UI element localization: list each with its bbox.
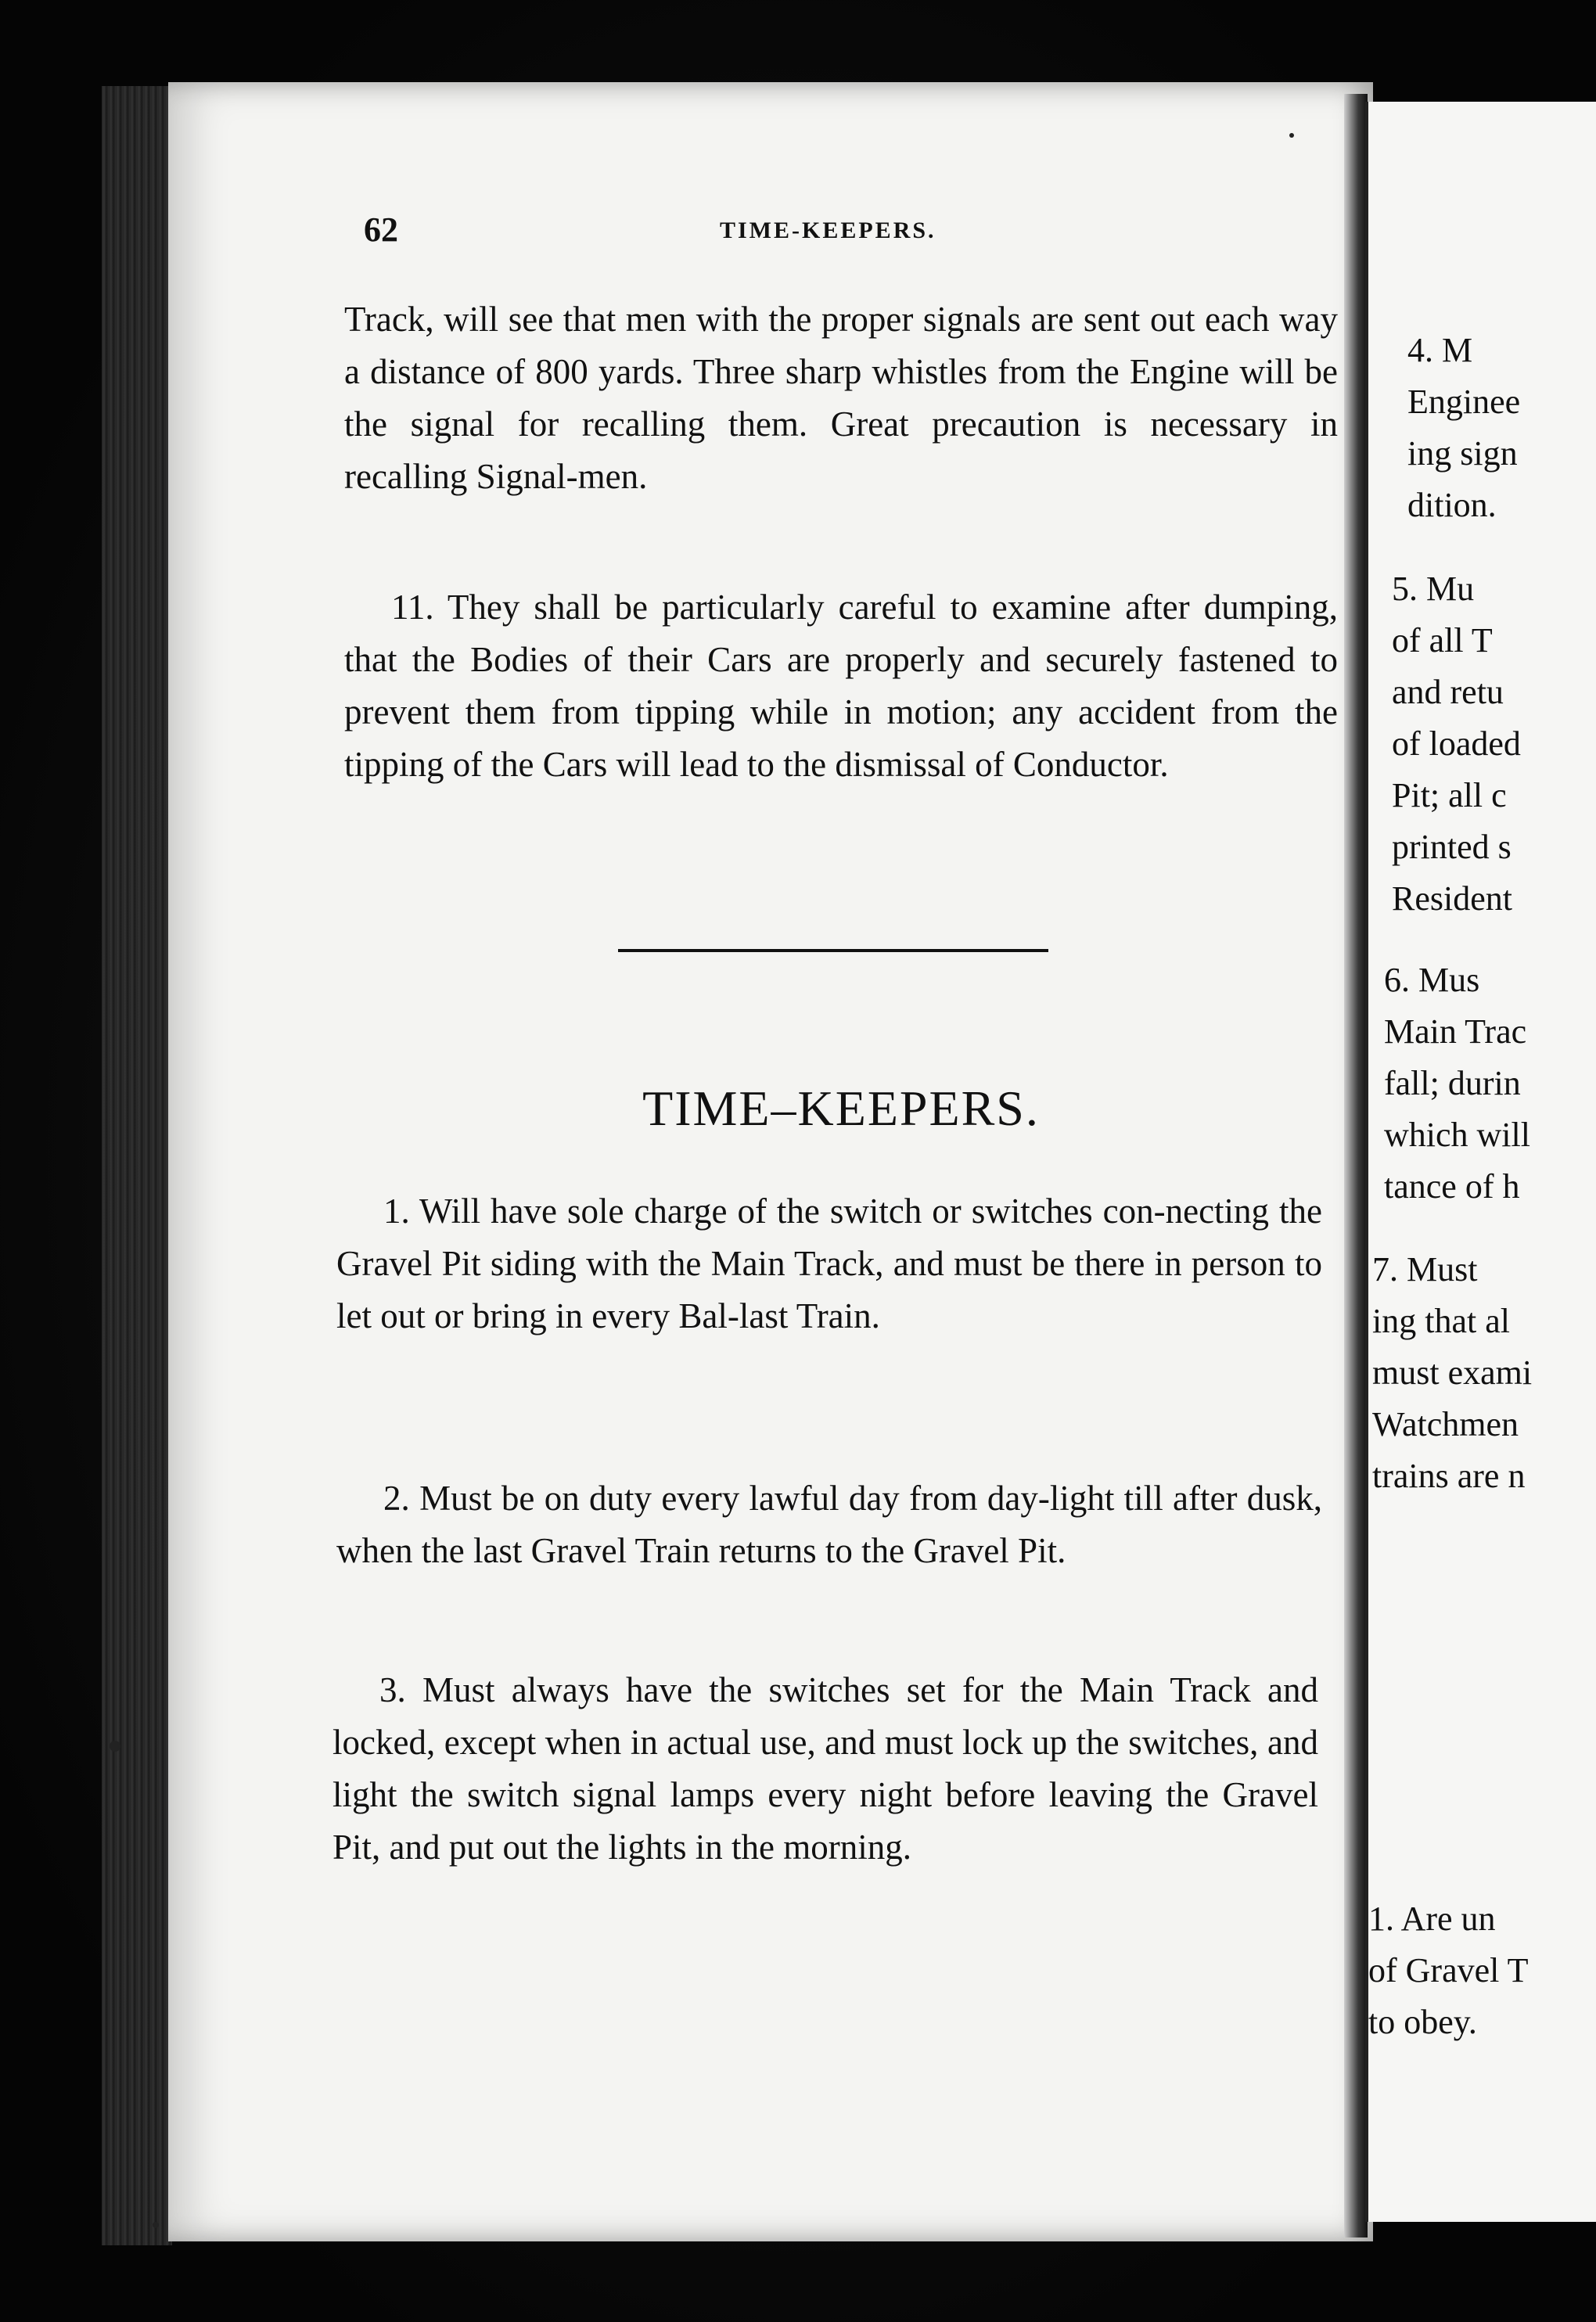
right-line: Main Trac (1384, 1012, 1527, 1051)
right-line: of Gravel T (1368, 1951, 1529, 1990)
page-number: 62 (364, 210, 398, 249)
right-line: printed s (1392, 828, 1512, 866)
right-line: dition. (1407, 486, 1497, 524)
right-line: Watchmen (1372, 1405, 1519, 1443)
continuation-paragraph (344, 293, 1338, 503)
right-line: ing sign (1407, 434, 1518, 473)
dust-speck (1289, 133, 1294, 138)
dust-speck (153, 2222, 159, 2228)
time-keepers-item-2 (336, 1472, 1322, 1577)
item-2-text: 2. Must be on duty every lawful day from day-light till after dusk, when the last Gravel Train returns to the Gravel Pit. (336, 1479, 1322, 1570)
running-head (364, 210, 1420, 257)
right-fragment-6 (1384, 954, 1596, 1213)
item-11 (344, 581, 1338, 791)
right-line: 6. Mus (1384, 961, 1480, 999)
book-spine (102, 86, 172, 2245)
time-keepers-item-3 (332, 1664, 1318, 1874)
right-line: Resident (1392, 879, 1512, 918)
right-line: 7. Must (1372, 1250, 1478, 1289)
time-keepers-item-1 (336, 1185, 1322, 1343)
continuation-text: Track, will see that men with the proper signals are sent out each way a distance of 800 yards. Three sharp whistles from the Engine will be the signal for recalling them. Great precaution is necessary in recalling Signal-men. (344, 300, 1338, 496)
right-line: ing that al (1372, 1302, 1510, 1340)
right-line: of all T (1392, 621, 1493, 660)
page-gutter (1344, 94, 1368, 2238)
right-line: 4. M (1407, 331, 1473, 369)
section-divider (618, 949, 1048, 952)
right-line: to obey. (1368, 2003, 1477, 2041)
right-line: trains are n (1372, 1457, 1526, 1495)
item-3-text: 3. Must always have the switches set for the Main Track and locked, except when in actual use, and must lock up the switches, and light the switch signal lamps every night before leaving the Gravel Pit, and put out the lights in the morning. (332, 1670, 1318, 1867)
right-line: 1. Are un (1368, 1900, 1496, 1938)
right-line: Enginee (1407, 383, 1521, 421)
right-line: fall; durin (1384, 1064, 1521, 1102)
item-11-text: 11. They shall be particularly careful to examine after dumping, that the Bodies of their Cars are properly and securely fastened to prevent them from tipping while in motion; any accident from the tipping of the Cars will lead to the dismissal of Conductor. (344, 588, 1338, 784)
right-line: tance of h (1384, 1167, 1520, 1206)
right-line: Pit; all c (1392, 776, 1507, 814)
right-fragment-1 (1368, 1893, 1596, 2048)
right-page (1365, 102, 1596, 2222)
item-1-text: 1. Will have sole charge of the switch or switches con-necting the Gravel Pit siding with the Main Track, and must be there in person to let out or bring in every Bal-last Train. (336, 1192, 1322, 1335)
right-fragment-4 (1407, 325, 1596, 531)
right-line: must exami (1372, 1353, 1533, 1392)
section-title: TIME–KEEPERS. (642, 1080, 1040, 1136)
right-fragment-7 (1372, 1244, 1596, 1502)
right-line: 5. Mu (1392, 570, 1475, 608)
right-line: of loaded (1392, 724, 1521, 763)
dust-speck (110, 1741, 120, 1752)
right-line: and retu (1392, 673, 1504, 711)
running-head-title: TIME-KEEPERS. (720, 217, 936, 243)
right-line: which will (1384, 1116, 1530, 1154)
right-fragment-5 (1392, 563, 1596, 925)
